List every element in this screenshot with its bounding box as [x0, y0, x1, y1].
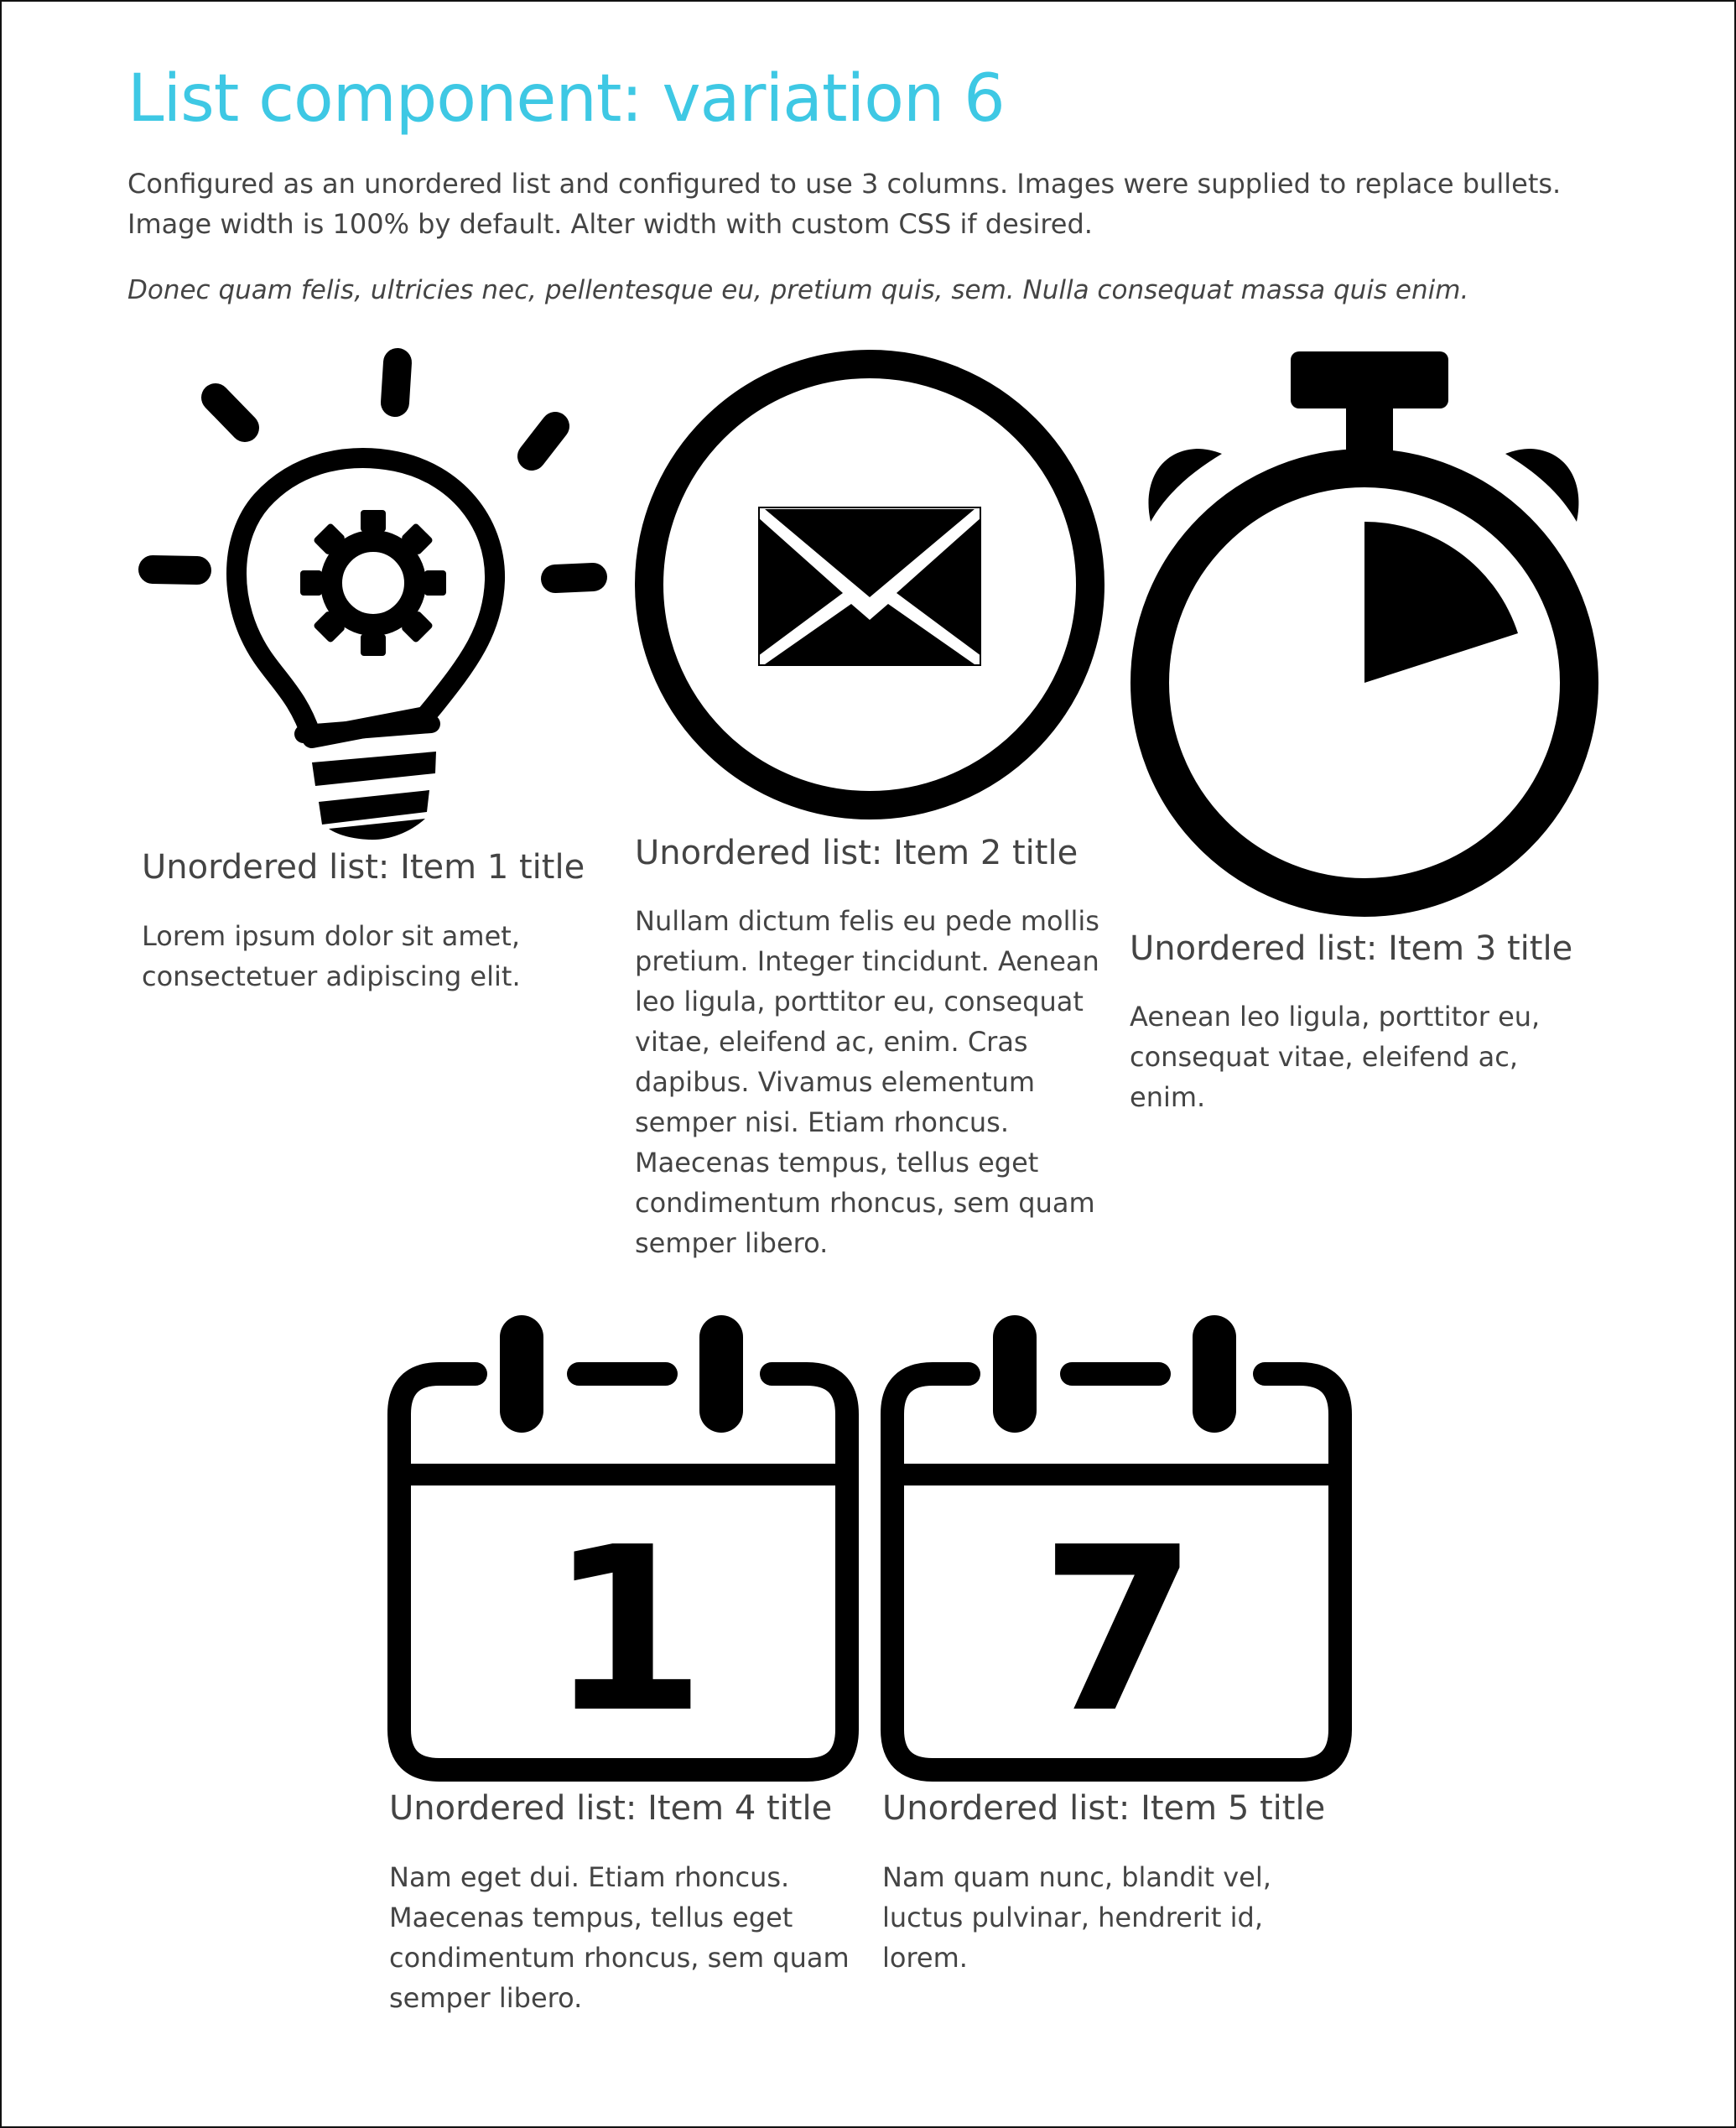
item-title: Unordered list: Item 3 title	[1130, 929, 1573, 968]
item-title: Unordered list: Item 1 title	[142, 848, 585, 887]
lead-paragraph: Donec quam felis, ultricies nec, pellentesque eu, pretium quis, sem. Nulla consequat massa quis enim.	[127, 275, 1469, 305]
item-title: Unordered list: Item 2 title	[635, 834, 1079, 872]
item-text: Nam quam nunc, blandit vel, luctus pulvinar, hendrerit id, lorem.	[882, 1861, 1271, 1974]
envelope-circle-icon	[635, 350, 1104, 819]
calendar-day-icon	[387, 1310, 859, 1784]
list-item-2	[635, 350, 1104, 1259]
item-title: Unordered list: Item 5 title	[882, 1789, 1326, 1828]
calendar-day-number: 7	[1040, 1498, 1198, 1762]
page-title: List component: variation 6	[127, 61, 1005, 137]
item-text: Lorem ipsum dolor sit amet, consectetuer adipiscing elit.	[142, 920, 521, 992]
item-text: Nullam dictum felis eu pede mollis pretium. Integer tincidunt. Aenean leo ligula, porttitor eu, consequat vitae, eleifend ac, enim. Cras dapibus. Vivamus elementum semper nisi. Etiam rhoncus. Maecenas tempus, tellus eget condimentum rhoncus, sem quam semper libero.	[635, 905, 1099, 1259]
calendar-day-icon	[881, 1310, 1352, 1784]
list-item-4	[387, 1310, 859, 2014]
intro-paragraph: Configured as an unordered list and configured to use 3 columns. Images were supplied to replace bullets. Image width is 100% by default. Alter width with custom CSS if desired.	[127, 168, 1562, 240]
lightbulb-gear-icon	[136, 346, 614, 840]
list-item-3	[1130, 350, 1599, 1113]
stopwatch-icon	[1130, 350, 1599, 920]
item-title: Unordered list: Item 4 title	[389, 1789, 833, 1828]
item-text: Nam eget dui. Etiam rhoncus. Maecenas tempus, tellus eget condimentum rhoncus, sem quam semper libero.	[389, 1861, 850, 2014]
list-item-5	[881, 1310, 1352, 1974]
item-text: Aenean leo ligula, porttitor eu, consequat vitae, eleifend ac, enim.	[1130, 1001, 1541, 1113]
calendar-day-number: 1	[548, 1498, 706, 1762]
list-item-1	[136, 346, 614, 992]
